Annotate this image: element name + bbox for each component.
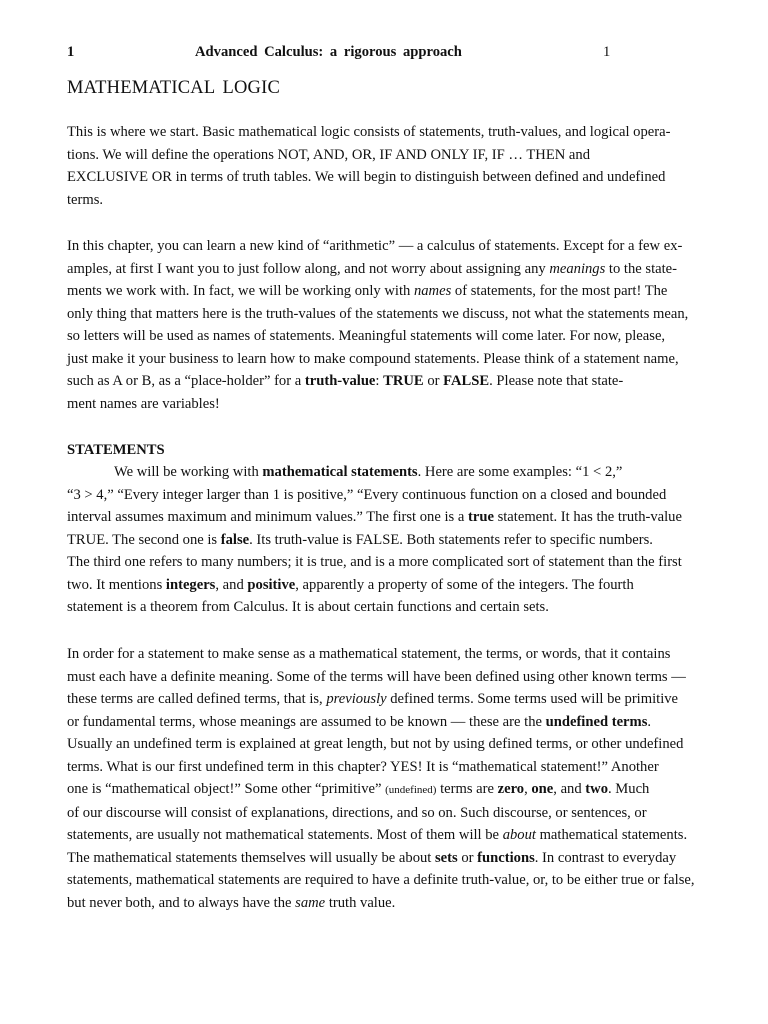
text-line: only thing that matters here is the truth-values of the statements we discuss, not what the statements mean, <box>67 305 689 322</box>
bold-term: undefined terms <box>545 713 648 730</box>
text-line: two. It mentions integers, and positive, apparently a property of some of the integers. The fourth <box>67 576 634 593</box>
emphasis: names <box>413 283 452 299</box>
text-line: The mathematical statements themselves will usually be about sets or functions. In contrast to everyday <box>67 849 677 866</box>
bold-term: truth-value <box>304 373 376 389</box>
text-line: This is where we start. Basic mathematical logic consists of statements, truth-values, and logical opera- <box>67 124 671 140</box>
statements-paragraph <box>67 461 703 619</box>
bold-term: true <box>467 509 494 525</box>
text-line: We will be working with mathematical statements. Here are some examples: “1 < 2,” <box>114 464 623 480</box>
text-line: EXCLUSIVE OR in terms of truth tables. We will begin to distinguish between defined and undefined <box>67 169 666 185</box>
text-line: terms. <box>67 191 104 208</box>
text-line: interval assumes maximum and minimum values.” The first one is a true statement. It has the truth-value <box>67 509 682 525</box>
bold-term: functions <box>477 849 535 866</box>
bold-term: positive <box>247 576 296 593</box>
chapter-paragraph <box>67 235 703 415</box>
terms-paragraph <box>67 643 703 914</box>
text-line: statements, mathematical statements are required to have a definite truth-value, or, to be either true or false, <box>67 872 695 888</box>
section-heading: STATEMENTS <box>67 442 165 458</box>
bold-term: FALSE <box>443 373 490 389</box>
page-number-left: 1 <box>67 44 75 60</box>
bold-term: integers <box>165 576 216 593</box>
bold-term: two <box>585 781 608 797</box>
text-line: The third one refers to many numbers; it is true, and is a more complicated sort of statement than the first <box>67 554 682 570</box>
intro-paragraph <box>67 121 703 211</box>
bold-term: zero <box>497 781 525 797</box>
text-line: statements, are usually not mathematical statements. Most of them will be about mathematical statements. <box>67 827 688 843</box>
text-line: ments we work with. In fact, we will be working only with names of statements, for the most part! The <box>67 283 668 299</box>
emphasis: same <box>295 894 326 911</box>
running-header <box>0 41 768 63</box>
text-line: terms. What is our first undefined term in this chapter? YES! It is “mathematical statement!” Another <box>67 758 659 775</box>
text-line: must each have a definite meaning. Some of the terms will have been defined using other known terms — <box>67 668 686 685</box>
text-line: “3 > 4,” “Every integer larger than 1 is positive,” “Every continuous function on a closed and bounded <box>67 486 667 503</box>
text-line: In order for a statement to make sense as a mathematical statement, the terms, or words, that it contains <box>67 646 671 662</box>
text-line: TRUE. The second one is false. Its truth-value is FALSE. Both statements refer to specific numbers. <box>67 531 653 548</box>
page-number-right: 1 <box>603 44 611 60</box>
text-line: these terms are called defined terms, that is, previously defined terms. Some terms used will be primitive <box>67 691 679 707</box>
text-line: Usually an undefined term is explained at great length, but not by using defined terms, or other undefined <box>67 736 684 752</box>
emphasis: previously <box>326 691 387 707</box>
chapter-title: MATHEMATICAL LOGIC <box>67 78 280 98</box>
bold-term: mathematical statements <box>262 464 418 480</box>
bold-term: one <box>531 781 554 797</box>
text-line: such as A or B, as a “place-holder” for a truth-value: TRUE or FALSE. Please note that state- <box>67 373 624 389</box>
text-line: In this chapter, you can learn a new kind of “arithmetic” — a calculus of statements. Except for a few ex- <box>67 238 683 254</box>
text-line: statement is a theorem from Calculus. It is about certain functions and certain sets. <box>67 599 549 615</box>
text-line: ment names are variables! <box>67 395 220 412</box>
text-line: so letters will be used as names of statements. Meaningful statements will come later. For now, please, <box>67 328 666 344</box>
text-line: amples, at first I want you to just follow along, and not worry about assigning any meanings to the state- <box>67 260 678 277</box>
text-line: or fundamental terms, whose meanings are assumed to be known — these are the undefined terms. <box>67 713 652 730</box>
small-note: (undefined) <box>385 784 437 796</box>
text-line: just make it your business to learn how to make compound statements. Please think of a statement name, <box>67 350 679 367</box>
text-line: one is “mathematical object!” Some other “primitive” (undefined) terms are zero, one, and two. Much <box>67 781 650 797</box>
bold-term: TRUE <box>383 373 424 389</box>
text-line: of our discourse will consist of explanations, directions, and so on. Such discourse, or sentences, or <box>67 804 647 821</box>
emphasis: about <box>502 827 536 843</box>
emphasis: meanings <box>549 260 606 277</box>
text-line: tions. We will define the operations NOT, AND, OR, IF AND ONLY IF, IF … THEN and <box>67 146 591 163</box>
bold-term: false <box>220 531 250 548</box>
text-line: but never both, and to always have the same truth value. <box>67 894 396 911</box>
running-title: Advanced Calculus: a rigorous approach <box>195 44 462 60</box>
bold-term: sets <box>435 849 458 866</box>
